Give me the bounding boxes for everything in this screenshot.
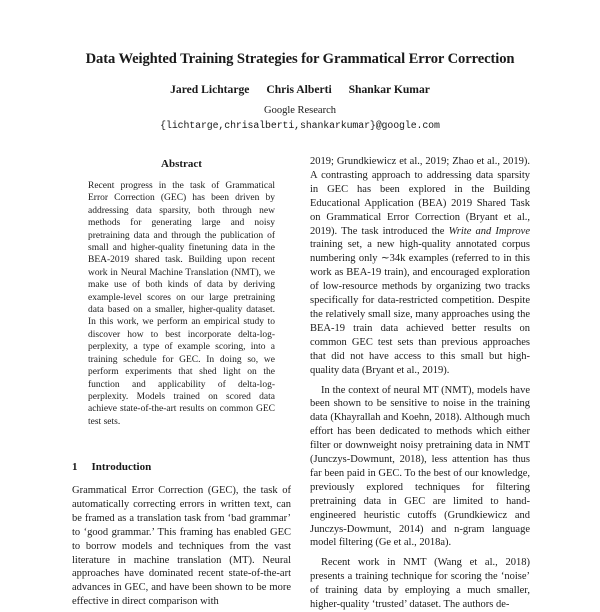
body-paragraph: In the context of neural MT (NMT), models have been shown to be sensitive to noise in the training data (Khayrallah and Koehn, 2018). Although much effort has been dedicated to methods which either filter or downweight noisy pretraining data in NMT (Junczys-Dowmunt, 2018), less attention has thus far been paid in GEC. To the best of our knowledge, previously explored techniques for filtering pretraining data in GEC are limited to hand-engineered heuristic cutoffs (Grundkiewicz and Junczys-Dowmunt, 2014) and n-gram language model filtering (Ge et al., 2018a). xyxy=(310,384,530,549)
author-list xyxy=(0,83,600,96)
section-title: Introduction xyxy=(91,461,152,473)
author-name: Shankar Kumar xyxy=(348,83,430,96)
introduction-text xyxy=(72,484,291,608)
section-heading-introduction xyxy=(72,461,291,473)
affiliation: Google Research xyxy=(263,105,336,116)
body-paragraph: Recent work in NMT (Wang et al., 2018) presents a training technique for scoring the ‘noise’ of training data by employing a much smaller, higher-quality ‘trusted’ dataset. The authors de- xyxy=(310,557,530,611)
author-name: Chris Alberti xyxy=(266,83,332,96)
intro-paragraph: Grammatical Error Correction (GEC), the task of automatically correcting errors in written text, can be framed as a translation task from ‘bad grammar’ to ‘good grammar.’ This framing has enabled GEC to borrow models and techniques from the vast literature in machine translation (MT). Neural approaches have dominated recent state-of-the-art advances in GEC, and have been shown to be more effective in direct comparison with xyxy=(72,485,291,608)
body-paragraph: 2019; Grundkiewicz et al., 2019; Zhao et al., 2019). A contrasting approach to addressing data sparsity in GEC has been explored in the Building Educational Application (BEA) 2019 Shared Task on Grammatical Error Correction (Bryant et al., 2019). The task introduced the Write and Improve training set, a new high-quality annotated corpus numbering only ∼34k examples (referred to in this work as BEA-19 train), and encouraged exploration of low-resource methods by organizing two tracks specifically for data-restricted competition. Despite the relatively small size, many approaches using the BEA-19 train data achieved better results on common GEC test sets than previous approaches that did not have access to this small but high-quality data (Bryant et al., 2019). xyxy=(310,156,530,376)
author-emails: {lichtarge,chrisalberti,shankarkumar}@google.com xyxy=(160,120,440,131)
right-column-text xyxy=(310,155,530,611)
author-name: Jared Lichtarge xyxy=(170,83,250,96)
abstract-text: Recent progress in the task of Grammatical Error Correction (GEC) has been driven by addressing data sparsity, both through new methods for generating large and noisy pretraining data and through the publication of small and higher-quality finetuning data in the BEA-2019 shared task. Building upon recent work in Neural Machine Translation (NMT), we make use of both kinds of data by deriving example-level scores on our large pretraining data based on a smaller, higher-quality dataset. In this work, we perform an empirical study to discover how to best incorporate delta-log-perplexity, a type of example scoring, into a training schedule for GEC. In doing so, we perform experiments that shed light on the function and applicability of delta-log-perplexity. Models trained on scored data achieve state-of-the-art results on common GEC test sets. xyxy=(88,181,275,427)
dataset-name: Write and Improve xyxy=(448,225,530,237)
section-number: 1 xyxy=(72,461,78,473)
abstract-heading: Abstract xyxy=(161,158,202,170)
paper-title: Data Weighted Training Strategies for Grammatical Error Correction xyxy=(85,51,515,67)
